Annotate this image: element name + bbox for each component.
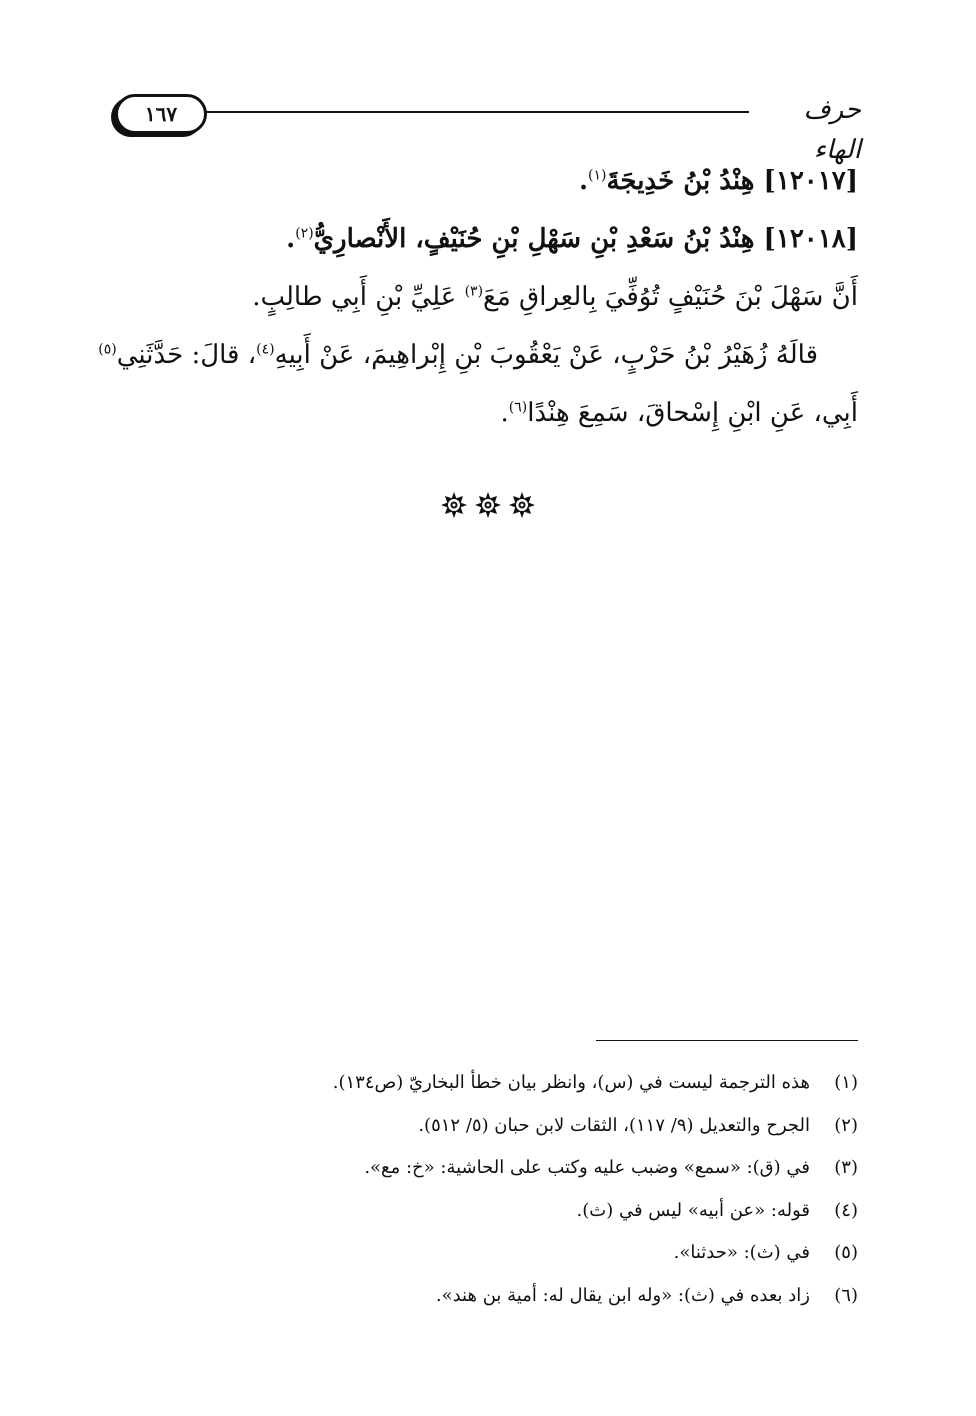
footnote-text: في (ق): «سمع» وضبب عليه وكتب على الحاشية: «خ: مع». xyxy=(364,1157,810,1178)
footnote xyxy=(260,1275,858,1318)
body-text: قالَهُ زُهَيْرُ بْنُ حَرْبٍ، عَنْ يَعْقُوبَ بْنِ إِبْراهِيمَ، عَنْ أَبِيهِ xyxy=(274,340,818,370)
footnote-text: زاد بعده في (ث): «وله ابن يقال له: أمية بن هند». xyxy=(435,1284,810,1306)
footnote-number: (٢) xyxy=(834,1114,858,1136)
footnote xyxy=(260,1105,858,1148)
section-divider-ornaments xyxy=(0,492,976,518)
footnote-ref[interactable]: (٤) xyxy=(256,341,275,358)
body-text: . xyxy=(500,398,509,428)
footnote-text: في (ث): «حدثنا». xyxy=(673,1242,810,1263)
body-line-2 xyxy=(98,326,858,384)
footnote-number: (٦) xyxy=(834,1284,858,1306)
body-line-1 xyxy=(112,268,858,326)
entry-id: [١٢٠١٨] xyxy=(763,224,858,254)
page-header xyxy=(115,90,861,165)
footnote-text: قوله: «عن أبيه» ليس في (ث). xyxy=(576,1199,810,1221)
body-text: ، قالَ: حَدَّثَنِي xyxy=(116,340,257,370)
footnote-ref[interactable]: (٢) xyxy=(295,225,314,242)
flower-ornament-icon xyxy=(509,492,535,518)
footnote-number: (٥) xyxy=(834,1242,858,1263)
footnote-ref[interactable]: (٥) xyxy=(98,341,117,358)
body-text: أَنَّ سَهْلَ بْنَ حُنَيْفٍ تُوُفِّيَ بِالعِراقِ مَعَ xyxy=(483,282,858,312)
body-text: أَبِي، عَنِ ابْنِ إِسْحاقَ، سَمِعَ هِنْدًا xyxy=(527,398,858,428)
footnote-number: (١) xyxy=(834,1072,858,1093)
chapter-title: حرف الهاء xyxy=(803,95,861,165)
footnote xyxy=(260,1190,858,1233)
entry-punct: . xyxy=(286,224,296,254)
footnote-text: الجرح والتعديل (٩/ ١١٧)، الثقات لابن حبان (٥/ ٥١٢). xyxy=(418,1114,810,1136)
footnote xyxy=(260,1232,858,1275)
footnote-text: هذه الترجمة ليست في (س)، وانظر بيان خطأ البخاريّ (ص١٣٤). xyxy=(332,1072,810,1093)
entry-12018 xyxy=(112,210,858,268)
footnote xyxy=(260,1147,858,1190)
body-text: عَلِيِّ بْنِ أَبِي طالِبٍ. xyxy=(252,282,465,312)
footnote-number: (٣) xyxy=(834,1157,858,1178)
entry-12017 xyxy=(112,152,858,210)
footnotes xyxy=(260,1062,858,1317)
main-text xyxy=(98,152,858,442)
page-number: ١٦٧ xyxy=(144,102,178,126)
header-rule xyxy=(205,111,749,113)
entry-name: هِنْدُ بْنُ سَعْدِ بْنِ سَهْلِ بْنِ حُنَيْفٍ، الأَنْصارِيُّ xyxy=(313,224,755,254)
page-number-badge xyxy=(115,94,207,134)
entry-name: هِنْدُ بْنُ خَدِيجَةَ xyxy=(606,166,755,196)
footnote-ref[interactable]: (٣) xyxy=(464,283,484,300)
footnote-ref[interactable]: (٦) xyxy=(508,399,528,416)
flower-ornament-icon xyxy=(441,492,467,518)
footnote-ref[interactable]: (١) xyxy=(588,167,607,184)
body-line-3 xyxy=(112,384,858,442)
footnote-number: (٤) xyxy=(834,1199,858,1221)
footnote xyxy=(260,1062,858,1105)
entry-id: [١٢٠١٧] xyxy=(763,166,858,196)
flower-ornament-icon xyxy=(475,492,501,518)
footnote-separator xyxy=(596,1040,858,1041)
entry-punct: . xyxy=(578,166,588,196)
